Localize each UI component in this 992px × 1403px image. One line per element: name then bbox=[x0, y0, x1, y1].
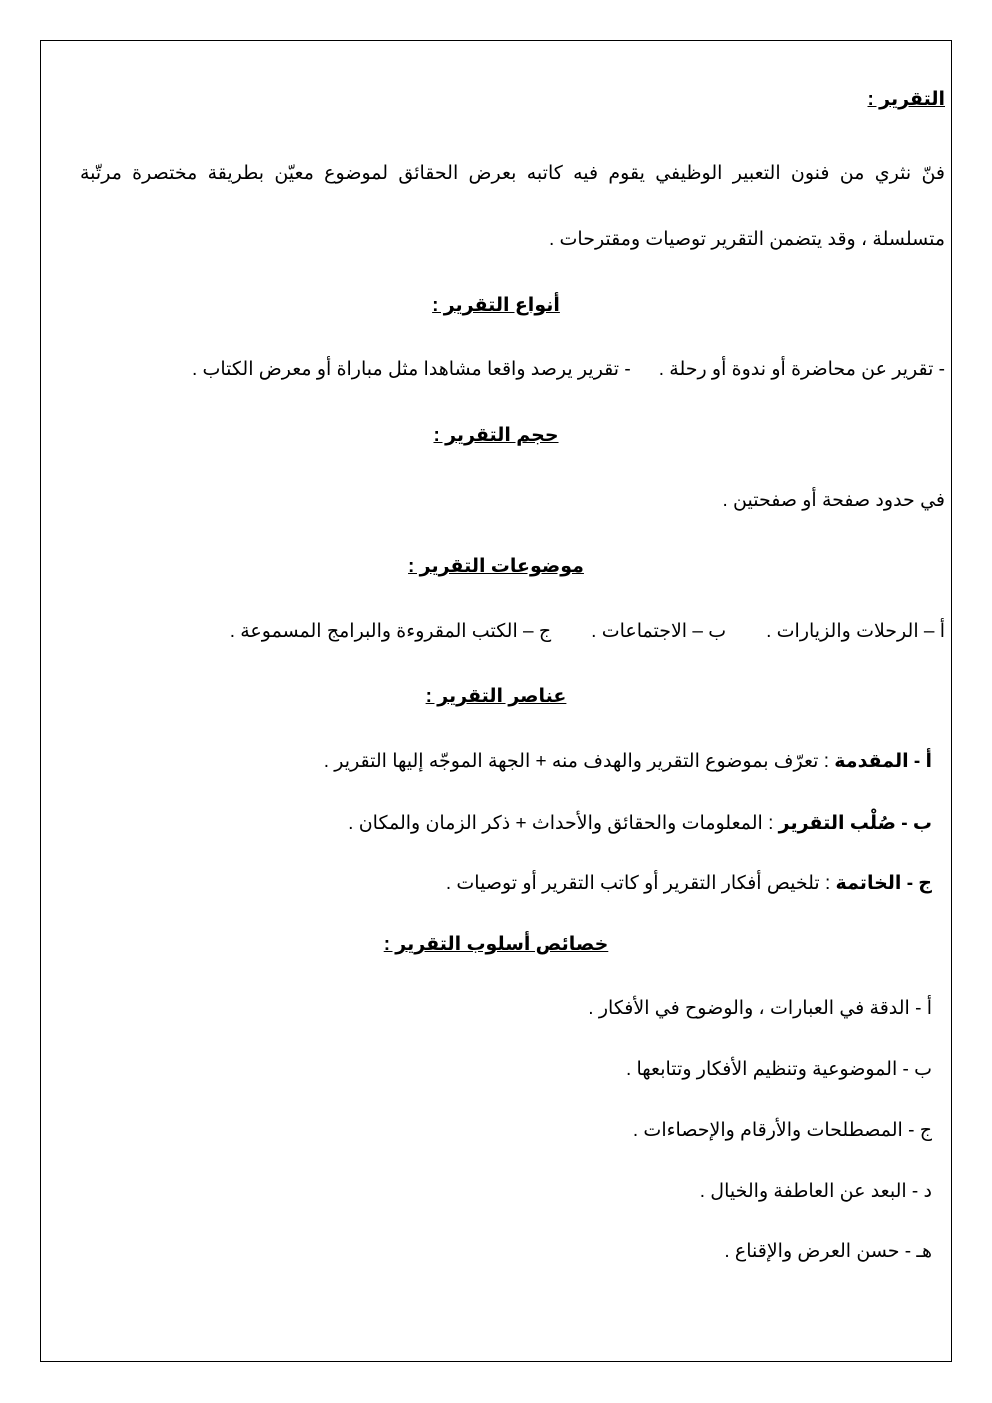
element-text-3: : تلخيص أفكار التقرير أو كاتب التقرير أو توصيات . bbox=[445, 873, 836, 894]
size-text: في حدود صفحة أو صفحتين . bbox=[722, 490, 945, 511]
size-heading: حجم التقرير : bbox=[433, 425, 559, 446]
style-heading: خصائص أسلوب التقرير : bbox=[383, 934, 609, 955]
style-item-3: ج - المصطلحات والأرقام والإحصاءات . bbox=[632, 1120, 932, 1141]
types-list bbox=[192, 358, 945, 382]
topics-list bbox=[230, 620, 945, 644]
topic-item-3: ج – الكتب المقروءة والبرامج المسموعة . bbox=[229, 621, 552, 642]
element-item-1 bbox=[324, 750, 932, 774]
element-label-3: ج - الخاتمة bbox=[835, 873, 932, 894]
style-item-1: أ - الدقة في العبارات ، والوضوح في الأفكار . bbox=[588, 998, 932, 1019]
element-text-2: : المعلومات والحقائق والأحداث + ذكر الزمان والمكان . bbox=[348, 813, 779, 834]
element-item-2 bbox=[348, 812, 932, 836]
page-title: التقرير : bbox=[867, 89, 945, 110]
topic-item-2: ب – الاجتماعات . bbox=[591, 621, 727, 642]
topics-heading: موضوعات التقرير : bbox=[408, 556, 584, 577]
types-heading: أنواع التقرير : bbox=[432, 295, 560, 316]
elements-heading: عناصر التقرير : bbox=[425, 686, 567, 707]
style-item-5: هـ - حسن العرض والإقناع . bbox=[724, 1241, 932, 1262]
style-item-2: ب - الموضوعية وتنظيم الأفكار وتتابعها . bbox=[625, 1059, 932, 1080]
element-label-1: أ - المقدمة bbox=[834, 751, 932, 772]
topic-item-1: أ – الرحلات والزيارات . bbox=[766, 621, 945, 642]
style-item-4: د - البعد عن العاطفة والخيال . bbox=[699, 1181, 932, 1202]
type-item-2: - تقرير يرصد واقعا مشاهدا مثل مباراة أو معرض الكتاب . bbox=[191, 359, 631, 380]
intro-line-2: متسلسلة ، وقد يتضمن التقرير توصيات ومقترحات . bbox=[548, 229, 945, 250]
element-item-3 bbox=[446, 872, 932, 896]
element-text-1: : تعرّف بموضوع التقرير والهدف منه + الجهة الموجّه إليها التقرير . bbox=[323, 751, 835, 772]
type-item-1: - تقرير عن محاضرة أو ندوة أو رحلة . bbox=[658, 359, 945, 380]
intro-line-1: فنّ نثري من فنون التعبير الوظيفي يقوم فيه كاتبه بعرض الحقائق لموضوع معيّن بطريقة مختصرة مرتّبة bbox=[80, 163, 945, 184]
element-label-2: ب - صُلْب التقرير bbox=[778, 813, 932, 834]
